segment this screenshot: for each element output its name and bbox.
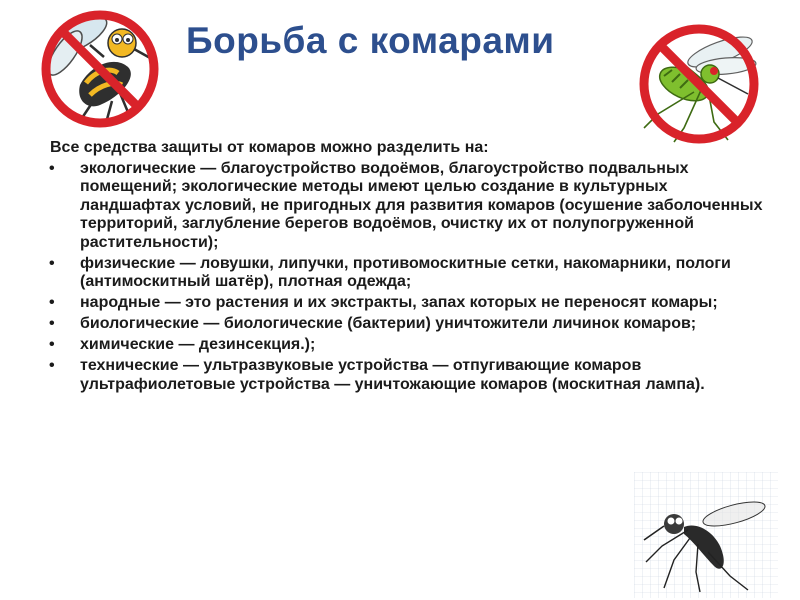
sketched-mosquito-on-grid-paper-icon: [634, 472, 778, 598]
bullet-dot-icon: •: [49, 336, 55, 353]
bullet-item-technical: [50, 357, 770, 394]
slide-title: Борьба с комарами: [186, 20, 555, 61]
bullet-dot-icon: •: [49, 357, 55, 374]
bullet-dot-icon: •: [49, 159, 55, 177]
bullet-text: технические — ультразвуковые устройства — отпугивающие комаров ультрафиолетовые устройства — уничтожающие комаров (москитная лампа).: [80, 357, 705, 393]
bullet-dot-icon: •: [49, 254, 55, 272]
bullet-dot-icon: •: [49, 294, 55, 311]
cartoon-mosquito-prohibited-icon: [20, 5, 170, 135]
bullet-list: [50, 160, 785, 395]
bullet-item-chemical: [50, 336, 770, 355]
slide-body: [50, 139, 785, 397]
intro-text: Все средства защиты от комаров можно разделить на:: [50, 139, 489, 156]
bullet-text: биологические — биологические (бактерии) уничтожители личинок комаров;: [80, 315, 697, 332]
bullet-item-folk: [50, 294, 770, 313]
green-mosquito-prohibited-icon: [624, 18, 774, 148]
bullet-item-physical: [50, 255, 770, 292]
prohibition-sign-icon: [644, 29, 754, 139]
bullet-item-biological: [50, 315, 770, 334]
bullet-text: химические — дезинсекция.);: [80, 336, 316, 353]
bullet-text: физические — ловушки, липучки, противомоскитные сетки, накомарники, пологи (антимоскитный шатёр), плотная одежда;: [80, 254, 731, 290]
bullet-dot-icon: •: [49, 315, 55, 332]
bullet-text: экологические — благоустройство водоёмов, благоустройство подвальных помещений; экологические методы имеют целью создание в культурных ландшафтах условий, не пригодных для развития комаров (осушение заболоченных территорий, заглубление берегов водоёмов, очистку их от полупогруженной растительности);: [80, 159, 763, 251]
bullet-text: народные — это растения и их экстракты, запах которых не переносят комары;: [80, 294, 718, 311]
bullet-item-ecological: [50, 160, 770, 253]
